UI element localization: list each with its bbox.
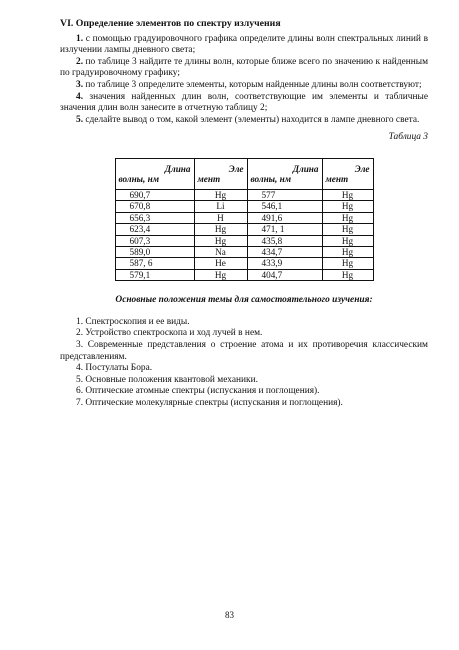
page-number: 83 — [225, 610, 234, 620]
wavelength-cell: 656,3 — [115, 212, 194, 223]
step-4 — [60, 92, 428, 115]
step-5 — [60, 115, 428, 127]
wavelength-cell: 434,7 — [247, 246, 322, 257]
wavelength-cell: 577 — [247, 189, 322, 200]
element-cell: Li — [194, 201, 247, 212]
topic-item: 1. Спектроскопия и ее виды. — [76, 316, 190, 327]
step-text: по таблице 3 найдите те длины волн, которые ближе всего по значению к найденным по градуировочному графику; — [60, 56, 428, 79]
step-number: 2. — [76, 56, 84, 67]
instruction-steps — [60, 34, 428, 127]
element-cell: Na — [194, 246, 247, 257]
topic-item: 3. Современные представления о строение атома и их противоречия классическим представлениям. — [60, 339, 428, 362]
header-wavelength: Длина волны, нм — [115, 158, 194, 189]
wavelength-cell: 587, 6 — [115, 258, 194, 269]
table-header-row — [115, 158, 373, 189]
element-cell: H — [194, 212, 247, 223]
step-text: с помощью градуировочного графика определите длины волн спектральных линий в излучении лампы дневного света; — [60, 33, 428, 56]
table-row — [115, 201, 373, 212]
step-text: значения найденных длин волн, соответствующие им элементы и табличные значения длин волн занесите в отчетную таблицу 2; — [60, 91, 428, 114]
table-row — [115, 258, 373, 269]
table-row — [115, 224, 373, 235]
step-number: 3. — [76, 79, 84, 90]
wavelength-cell: 670,8 — [115, 201, 194, 212]
wavelength-cell: 690,7 — [115, 189, 194, 200]
wavelength-cell: 607,3 — [115, 235, 194, 246]
element-cell: Hg — [194, 269, 247, 280]
wavelength-cell: 471, 1 — [247, 224, 322, 235]
step-1 — [60, 34, 428, 57]
step-text: сделайте вывод о том, какой элемент (элементы) находится в лампе дневного света. — [83, 114, 420, 125]
element-cell: Hg — [194, 224, 247, 235]
table-row — [115, 269, 373, 280]
table-row — [115, 235, 373, 246]
element-cell: Hg — [322, 212, 373, 223]
step-text: по таблице 3 определите элементы, которым найденные длины волн соответствуют; — [83, 79, 422, 90]
table-row — [115, 189, 373, 200]
wavelength-cell: 623,4 — [115, 224, 194, 235]
wavelength-cell: 579,1 — [115, 269, 194, 280]
element-cell: Hg — [322, 201, 373, 212]
wavelength-cell: 546,1 — [247, 201, 322, 212]
wavelength-cell: 433,9 — [247, 258, 322, 269]
element-cell: Hg — [322, 189, 373, 200]
element-cell: Hg — [322, 269, 373, 280]
section-heading: VI. Определение элементов по спектру излучения — [60, 18, 281, 29]
wavelength-cell: 589,0 — [115, 246, 194, 257]
element-cell: Hg — [322, 258, 373, 269]
table-row — [115, 212, 373, 223]
step-number: 5. — [76, 114, 84, 125]
element-cell: Hg — [322, 235, 373, 246]
wavelength-cell: 404,7 — [247, 269, 322, 280]
step-number: 1. — [76, 33, 84, 44]
step-3 — [60, 80, 428, 92]
table-row — [115, 246, 373, 257]
wavelength-cell: 491,6 — [247, 212, 322, 223]
element-cell: He — [194, 258, 247, 269]
topics-heading: Основные положения темы для самостоятельного изучения: — [115, 295, 373, 306]
topic-item: 5. Основные положения квантовой механики. — [76, 374, 258, 385]
topic-item: 2. Устройство спектроскопа и ход лучей в нем. — [76, 328, 263, 339]
topic-item: 6. Оптические атомные спектры (испускания и поглощения). — [76, 386, 320, 397]
element-cell: Hg — [194, 235, 247, 246]
element-cell: Hg — [322, 224, 373, 235]
wavelength-cell: 435,8 — [247, 235, 322, 246]
element-cell: Hg — [322, 246, 373, 257]
topic-item: 4. Постулаты Бора. — [76, 363, 153, 374]
header-wavelength: Длина волны, нм — [247, 158, 322, 189]
header-element: Эле мент — [194, 158, 247, 189]
document-page — [60, 18, 428, 410]
step-2 — [60, 57, 428, 80]
element-cell: Hg — [194, 189, 247, 200]
topic-item: 7. Оптические молекулярные спектры (испускания и поглощения). — [76, 397, 343, 408]
table-body — [115, 189, 373, 280]
step-number: 4. — [76, 91, 84, 102]
topics-list — [60, 317, 428, 410]
table-caption: Таблица 3 — [388, 132, 428, 143]
wavelength-table — [115, 158, 374, 281]
header-element: Эле мент — [322, 158, 373, 189]
